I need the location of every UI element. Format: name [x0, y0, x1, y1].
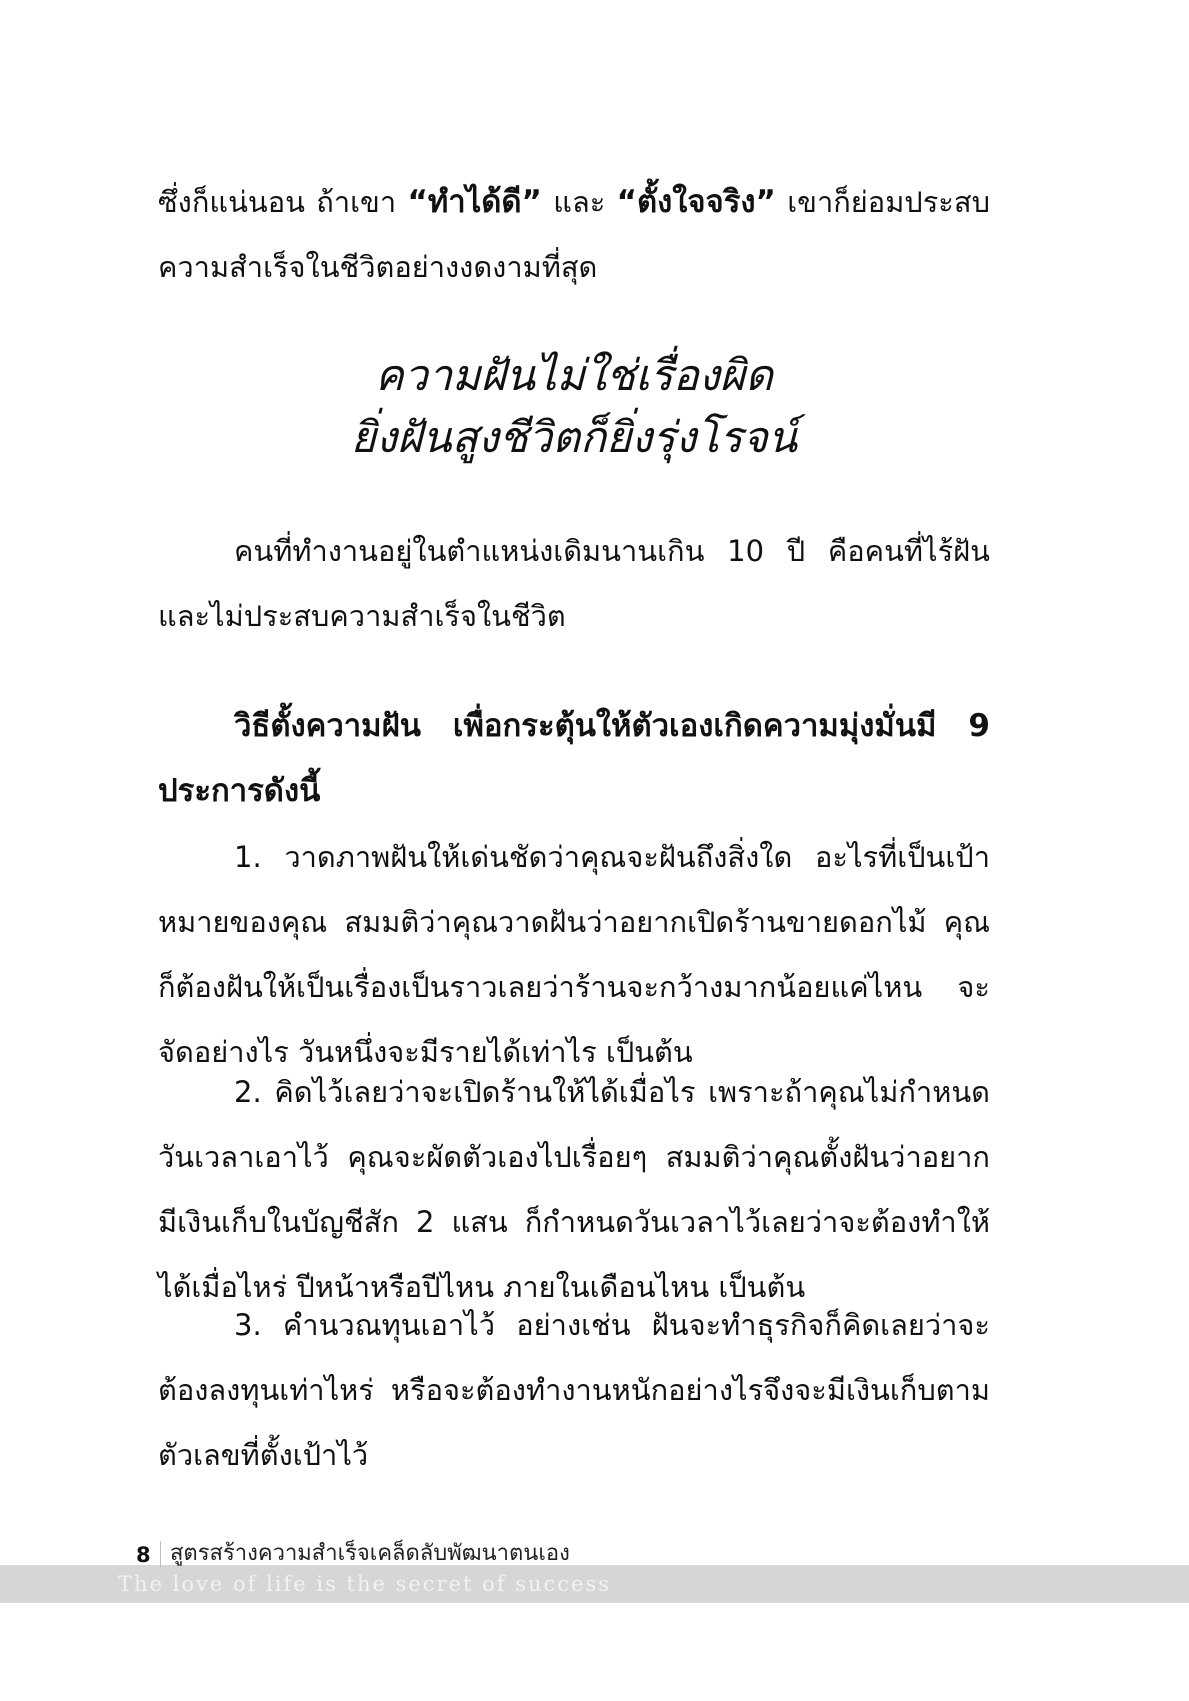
book-title: สูตรสร้างความสำเร็จเคล็ดลับพัฒนาตนเอง: [170, 1541, 570, 1566]
intro-emphasis-determined: “ตั้งใจจริง”: [616, 184, 776, 220]
section-heading: วิธีตั้งความฝัน เพื่อกระตุ้นให้ตัวเองเกิดความมุ่งมั่นมี 9 ประการดังนี้: [158, 708, 990, 809]
intro-emphasis-do-well: “ทำได้ดี”: [407, 184, 542, 220]
page-number: 8: [136, 1543, 151, 1567]
list-item-3: 3. คำนวณทุนเอาไว้ อย่างเช่น ฝันจะทำธุรกิจก็คิดเลยว่าจะต้องลงทุนเท่าไหร่ หรือจะต้องทำงานหนักอย่างไรจึงจะมีเงินเก็บตามตัวเลขที่ตั้งเป้าไว้: [158, 1308, 990, 1472]
list-item-2: 2. คิดไว้เลยว่าจะเปิดร้านให้ได้เมื่อไร เพราะถ้าคุณไม่กำหนดวันเวลาเอาไว้ คุณจะผัดตัวเองไปเรื่อยๆ สมมติว่าคุณตั้งฝันว่าอยากมีเงินเก็บในบัญชีสัก 2 แสน ก็กำหนดวันเวลาไว้เลยว่าจะต้องทำให้ได้เมื่อไหร่ ปีหน้าหรือปีไหน ภายในเดือนไหน เป็นต้น: [158, 1075, 990, 1304]
intro-text-1: ซึ่งก็แน่นอน ถ้าเขา: [158, 185, 408, 219]
footer-motto: The love of life is the secret of success: [118, 1572, 612, 1596]
intro-text-2: และ: [541, 185, 617, 219]
intro-text-3: เขาก็ย่อมประสบความสำเร็จในชีวิตอย่างงดงามที่สุด: [158, 185, 990, 284]
no-dream-paragraph: คนที่ทำงานอยู่ในตำแหน่งเดิมนานเกิน 10 ปี คือคนที่ไร้ฝันและไม่ประสบความสำเร็จในชีวิต: [158, 534, 990, 633]
quote-block: [158, 345, 990, 469]
list-item-1: 1. วาดภาพฝันให้เด่นชัดว่าคุณจะฝันถึงสิ่งใด อะไรที่เป็นเป้าหมายของคุณ สมมติว่าคุณวาดฝันว่าอยากเปิดร้านขายดอกไม้ คุณก็ต้องฝันให้เป็นเรื่องเป็นราวเลยว่าร้านจะกว้างมากน้อยแค่ไหน จะจัดอย่างไร วันหนึ่งจะมีรายได้เท่าไร เป็นต้น: [158, 840, 990, 1069]
footer-divider: [160, 1541, 161, 1569]
quote-line-1: ความฝันไม่ใช่เรื่องผิด: [375, 351, 773, 401]
intro-paragraph: [158, 170, 990, 300]
quote-line-2: ยิ่งฝันสูงชีวิตก็ยิ่งรุ่งโรจน์: [350, 413, 798, 463]
